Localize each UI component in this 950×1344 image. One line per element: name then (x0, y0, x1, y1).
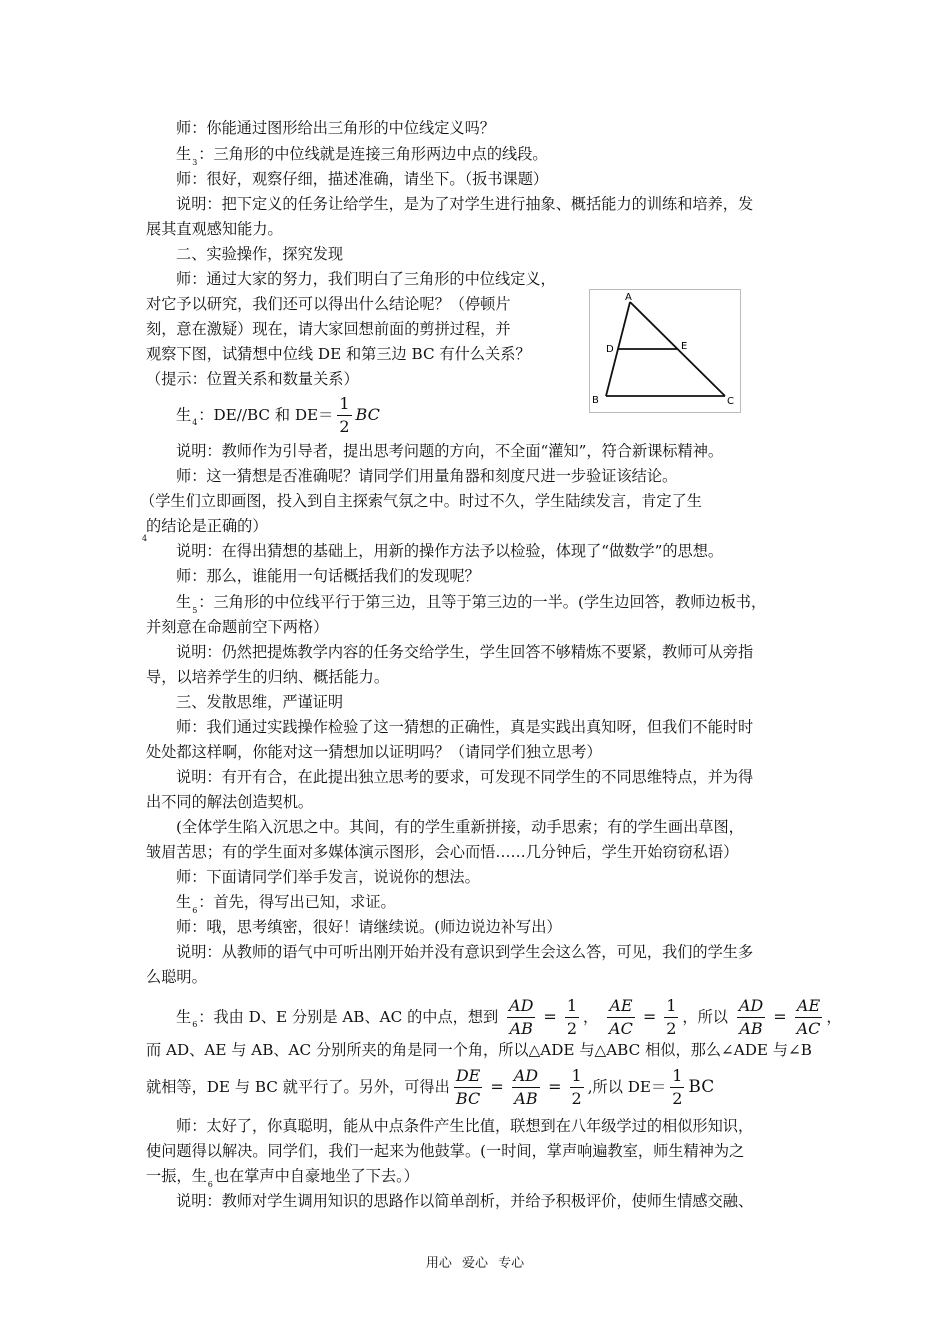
text-line: 皱眉苦思；有的学生面对多媒体演示图形，会心而悟……几分钟后，学生开始窃窃私语） (146, 843, 739, 861)
text-line: 说明：有开有合，在此提出独立思考的要求，可发现不同学生的不同思维特点，并为得 (176, 768, 754, 786)
fraction-ad-ab: $\frac{AD}{AB}$ (738, 995, 764, 1038)
triangle-diagram (590, 290, 740, 412)
text-line: 说明：从教师的语气中可听出刚开始并没有意识到学生会这么答，可见，我们的学生多 (176, 943, 754, 961)
text-line: 师：下面请同学们举手发言，说说你的想法。 (176, 868, 480, 886)
text-line: 师：很好，观察仔细，描述准确，请坐下。（扳书课题） (176, 170, 549, 188)
text-line: 处处都这样啊，你能对这一猜想加以证明吗？（请同学们独立思考） (146, 743, 602, 761)
fraction-one-half: $\frac{1}{2}$ (666, 995, 677, 1038)
fraction-one-half: $\frac{1}{2}$ (339, 393, 350, 436)
label-e: E (681, 341, 688, 352)
text-line: 师：哦，思考缜密，很好！请继续说。(师边说边补写出） (176, 918, 562, 936)
fraction-one-half: $\frac{1}{2}$ (571, 1065, 582, 1108)
text-line: 说明：教师对学生调用知识的思路作以简单剖析，并给予积极评价，使师生情感交融、 (176, 1192, 754, 1210)
label-a: A (625, 292, 632, 303)
fraction-one-half: $\frac{1}{2}$ (566, 995, 578, 1038)
text-line: 导，以培养学生的归纳、概括能力。 (146, 668, 389, 686)
text-line: 么聪明。 (146, 968, 207, 986)
fraction-ae-ac: $\frac{AE}{AC}$ (609, 995, 633, 1038)
text-line: 生$_6$：首先，得写出已知，求证。 (176, 893, 396, 915)
section-heading: 二、实验操作，探究发现 (176, 245, 344, 263)
text-line: 说明：教师作为引导者，提出思考问题的方向，不全面“灌知”，符合新课标精神。 (176, 442, 724, 460)
text-line: 出不同的解法创造契机。 (146, 793, 314, 811)
text-line: 生$_5$：三角形的中位线平行于第三边，且等于第三边的一半。(学生边回答，教师边板书， (176, 593, 767, 615)
text-line: 师：这一猜想是否准确呢？请同学们用量角器和刻度尺进一步验证该结论。 (176, 467, 678, 485)
text-line: (全体学生陷入沉思之中。其间，有的学生重新拼接，动手思索；有的学生画出草图， (176, 818, 744, 836)
text-line: 师：太好了，你真聪明，能从中点条件产生比值，联想到在八年级学过的相似形知识， (176, 1117, 754, 1135)
text-line: （提示：位置关系和数量关系） (146, 370, 359, 388)
text-line: （学生们立即画图，投入到自主探索气氛之中。时过不久，学生陆续发言，肯定了生 (140, 492, 702, 510)
text-line: 观察下图，试猜想中位线 DE 和第三边 BC 有什么关系？ (146, 345, 531, 363)
section-heading: 三、发散思维，严谨证明 (176, 693, 344, 711)
text-line: 并刻意在命题前空下两格） (146, 618, 329, 636)
fraction-ad-ab: $\frac{AD}{AB}$ (513, 1065, 539, 1108)
text-line: 师：通过大家的努力，我们明白了三角形的中位线定义， (176, 270, 556, 288)
text-line: 说明：在得出猜想的基础上，用新的操作方法予以检验，体现了“做数学”的思想。 (176, 542, 724, 560)
text-line: 师：你能通过图形给出三角形的中位线定义吗？ (176, 119, 495, 137)
fraction-one-half: $\frac{1}{2}$ (672, 1065, 683, 1108)
margin-mark: 4 (142, 534, 148, 543)
formula-line: 生$_6$：我由 D、E 分别是 AB、AC 的中点，想到 $\frac{AD}{AB}$ = $\frac{1}{2}$ ， $\frac{AE}{AC}$ = $\frac{1}{2}$ ，所以 $\frac{AD}{AB}$ = $\frac{AE}{AC}$ ， (176, 995, 842, 1038)
text-line: 说明：把下定义的任务让给学生，是为了对学生进行抽象、概括能力的训练和培养，发 (176, 195, 754, 213)
formula-line: 就相等，DE 与 BC 就平行了。另外，可得出 $\frac{DE}{BC}$ = $\frac{AD}{AB}$ = $\frac{1}{2}$ ,所以 DE＝ $\frac{1}{2}$ BC (146, 1065, 715, 1108)
text-line: 师：我们通过实践操作检验了这一猜想的正确性，真是实践出真知呀，但我们不能时时 (176, 718, 754, 736)
fraction-ad-ab: $\frac{AD}{AB}$ (509, 995, 534, 1038)
text-line: 一振，生$_6$也在掌声中自豪地坐了下去。） (146, 1167, 419, 1189)
text-line: 说明：仍然把提炼教学内容的任务交给学生，学生回答不够精炼不要紧，教师可从旁指 (176, 643, 754, 661)
text-line: 师：那么，谁能用一句话概括我们的发现呢？ (176, 567, 480, 585)
text-line: 使问题得以解决。同学们，我们一起来为他鼓掌。(一时间，掌声响遍教室，师生精神为之 (146, 1142, 745, 1160)
page-footer: 用心 爱心 专心 (425, 1256, 525, 1271)
text-line: 刻，意在激疑）现在，请大家回想前面的剪拼过程，并 (146, 320, 511, 338)
text-line: 展其直观感知能力。 (146, 220, 283, 238)
label-b: B (592, 395, 599, 406)
text-line: 对它予以研究，我们还可以得出什么结论呢？（停顿片 (146, 295, 511, 313)
text-line: 生$_3$：三角形的中位线就是连接三角形两边中点的线段。 (176, 145, 548, 167)
label-d: D (606, 344, 614, 355)
fraction-ae-ac: $\frac{AE}{AC}$ (796, 995, 821, 1038)
label-c: C (727, 396, 734, 407)
fraction-de-bc: $\frac{DE}{BC}$ (455, 1065, 481, 1108)
text-line: 而 AD、AE 与 AB、AC 分别所夹的角是同一个角，所以△ADE 与△ABC 相似，那么∠ADE 与∠B (146, 1041, 812, 1059)
text-line: 的结论是正确的） (146, 517, 268, 535)
triangle-figure (589, 289, 741, 413)
formula-line: 生$_4$：DE//BC 和 DE＝ $\frac{1}{2}$ BC (176, 393, 380, 436)
